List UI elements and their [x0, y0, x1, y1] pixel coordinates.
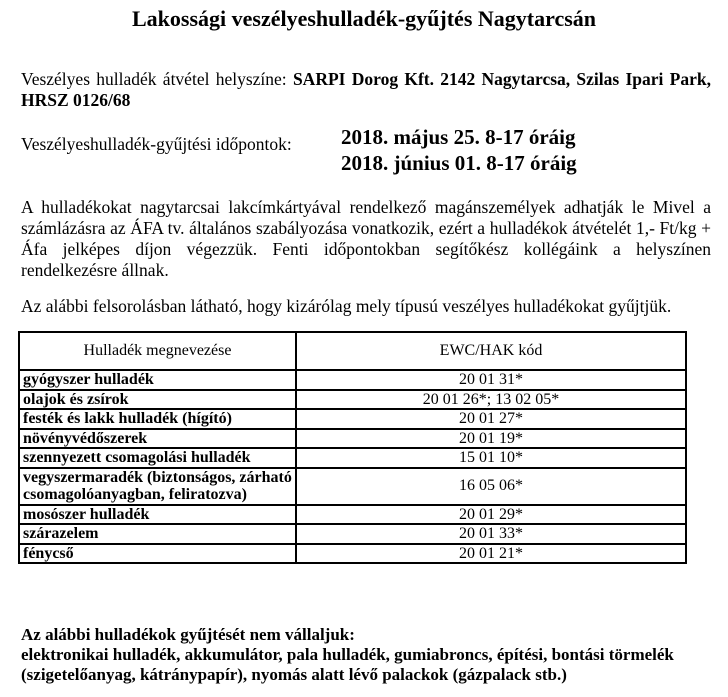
waste-code-cell: 20 01 19*	[296, 429, 686, 449]
info-paragraph: A hulladékokat nagytarcsai lakcímkártyával rendelkező magánszemélyek adhatják le Mivel a számlázásra az ÁFA tv. általános szabályozása vonatkozik, ezért a hulladékok átvételét 1,- Ft/kg + Áfa jelképes díjon végezzük. Fenti időpontokban segítőkész kollégáink a helyszínen rendelkezésre állnak.	[21, 197, 711, 280]
waste-name-cell: szennyezett csomagolási hulladék	[19, 448, 296, 468]
waste-code-cell: 20 01 27*	[296, 409, 686, 429]
exclusions-heading: Az alábbi hulladékok gyűjtését nem vállaljuk:	[21, 625, 355, 644]
table-row	[19, 429, 686, 449]
waste-code-cell: 20 01 29*	[296, 505, 686, 525]
table-row	[19, 390, 686, 410]
collection-date-2: 2018. június 01. 8-17 óráig	[341, 151, 577, 175]
header-name: Hulladék megnevezése	[19, 332, 296, 370]
location-value: SARPI Dorog Kft. 2142 Nagytarcsa, Szilas Ipari Park, HRSZ 0126/68	[21, 69, 711, 110]
location-line	[21, 69, 711, 111]
table-row	[19, 544, 686, 564]
table-row	[19, 409, 686, 429]
page-title: Lakossági veszélyeshulladék-gyűjtés Nagytarcsán	[131, 6, 597, 31]
exclusions-text: elektronikai hulladék, akkumulátor, pala hulladék, gumiabroncs, építési, bontási törmelék (szigetelőanyag, kátránypapír), nyomás alatt lévő palackok (gázpalack stb.)	[21, 645, 674, 684]
waste-name-cell: szárazelem	[19, 524, 296, 544]
waste-code-cell: 20 01 21*	[296, 544, 686, 564]
waste-code-cell: 16 05 06*	[296, 468, 686, 505]
waste-name-cell: fénycső	[19, 544, 296, 564]
waste-code-cell: 20 01 33*	[296, 524, 686, 544]
table-row	[19, 448, 686, 468]
location-label: Veszélyes hulladék átvétel helyszíne:	[21, 69, 287, 89]
waste-name-cell: vegyszermaradék (biztonságos, zárható csomagolóanyagban, feliratozva)	[19, 468, 296, 505]
waste-name-cell: gyógyszer hulladék	[19, 370, 296, 390]
waste-table	[18, 331, 687, 564]
header-code: EWC/HAK kód	[296, 332, 686, 370]
waste-name-cell: festék és lakk hulladék (hígító)	[19, 409, 296, 429]
table-row	[19, 524, 686, 544]
dates-label: Veszélyeshulladék-gyűjtési időpontok:	[21, 134, 292, 154]
waste-name-cell: mosószer hulladék	[19, 505, 296, 525]
waste-code-cell: 15 01 10*	[296, 448, 686, 468]
exclusions	[21, 625, 711, 685]
waste-code-cell: 20 01 31*	[296, 370, 686, 390]
table-row	[19, 468, 686, 505]
list-intro: Az alábbi felsorolásban látható, hogy kizárólag mely típusú veszélyes hulladékokat gyűjtjük.	[21, 296, 672, 316]
table-row	[19, 505, 686, 525]
table-header-row	[19, 332, 686, 370]
waste-name-cell: növényvédőszerek	[19, 429, 296, 449]
table-row	[19, 370, 686, 390]
waste-name-cell: olajok és zsírok	[19, 390, 296, 410]
table-body	[19, 370, 686, 563]
waste-code-cell: 20 01 26*; 13 02 05*	[296, 390, 686, 410]
collection-date-1: 2018. május 25. 8-17 óráig	[341, 125, 576, 149]
